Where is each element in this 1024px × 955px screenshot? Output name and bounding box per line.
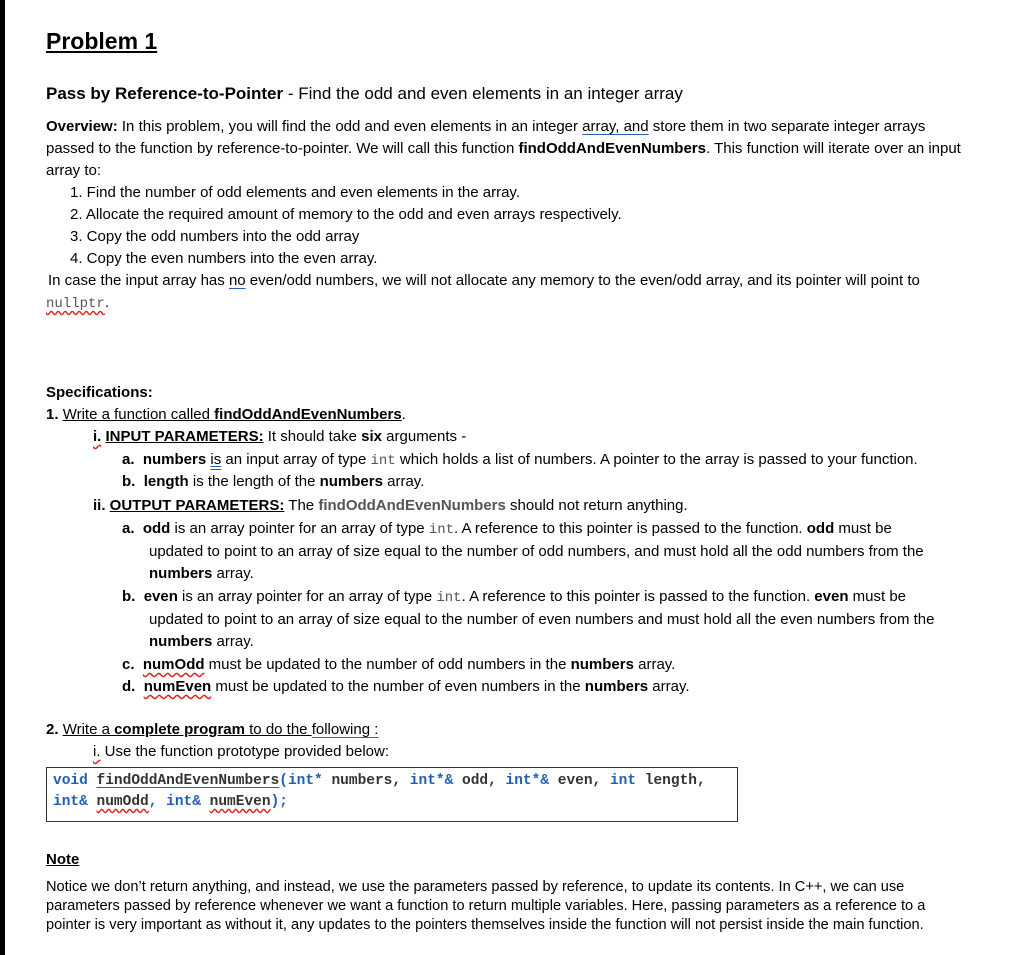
input-a-text: which holds a list of numbers. A pointer to the array is passed to your function. [395, 451, 918, 468]
incase-text: even/odd numbers, we will not allocate any memory to the even/odd array, and its pointer will point to [245, 272, 920, 289]
specifications-heading: Specifications: [46, 384, 153, 401]
output-text: should not return anything. [505, 497, 688, 514]
output-b-code: int [436, 590, 462, 606]
input-a-letter: a. [122, 451, 135, 468]
output-c-bold: numbers [570, 656, 634, 673]
step-2: 2. Allocate the required amount of memory to the odd and even arrays respectively. [70, 206, 622, 223]
output-a-bold: odd [806, 520, 835, 537]
overview-underlined: array, and [582, 118, 649, 135]
code-token: int [609, 773, 645, 789]
overview-text: . This function will iterate over an input [706, 140, 961, 157]
output-label: OUTPUT PARAMETERS: [109, 497, 285, 514]
output-a-line-1 [122, 520, 892, 538]
note-line-2: parameters passed by reference whenever we want a function to return multiple variables. Here, passing parameters as a reference to a [46, 898, 926, 914]
code-token: ); [270, 794, 288, 810]
note-line-3: pointer is very important as without it, any updates to the pointers themselves inside the function will not persist inside the main function. [46, 917, 924, 933]
input-num: i. [93, 428, 102, 445]
incase-text: . [104, 294, 109, 311]
input-a-word: numbers [142, 451, 207, 468]
output-parameters-line [93, 497, 688, 514]
output-b-letter: b. [122, 588, 136, 605]
spec-item-2-bold: complete program [114, 721, 245, 738]
spec-item-2-num: 2. [46, 721, 63, 738]
code-line-2 [53, 794, 288, 810]
overview-function-name: findOddAndEvenNumbers [518, 140, 706, 157]
code-line-1 [53, 773, 706, 789]
output-c [122, 656, 675, 673]
heading-bold: Pass by Reference-to-Pointer [46, 84, 284, 103]
code-token: int& [166, 794, 210, 810]
overview-text: store them in two separate integer arrays [648, 118, 926, 135]
output-a-word: odd [142, 520, 171, 537]
code-token: odd, [462, 773, 506, 789]
overview-line-3: array to: [46, 162, 102, 179]
code-function-name: findOddAndEvenNumbers [96, 773, 280, 789]
input-a-is: is [210, 451, 222, 468]
output-c-word: numOdd [142, 656, 205, 673]
code-token: int* [287, 773, 332, 789]
heading-rest: - Find the odd and even elements in an integer array [283, 84, 683, 103]
code-token: length, [644, 773, 706, 789]
spec-item-2-sub [93, 743, 389, 760]
incase-line-1 [48, 272, 920, 289]
nullptr-code: nullptr [46, 296, 105, 312]
code-token: numEven [209, 794, 271, 810]
output-d-text: array. [648, 678, 690, 695]
spec-item-1-function: findOddAndEvenNumbers [214, 406, 402, 423]
output-num: ii. [93, 497, 110, 514]
output-b-text: must be [848, 588, 907, 605]
output-text: The [284, 497, 319, 514]
output-a-text: array. [212, 565, 254, 582]
input-text: arguments - [382, 428, 467, 445]
overview-line-2 [46, 140, 961, 157]
output-a-code: int [428, 522, 455, 538]
output-function: findOddAndEvenNumbers [318, 497, 506, 514]
spec-item-2-text: Write a [62, 721, 115, 738]
output-a-text: . A reference to this pointer is passed to the function. [454, 520, 807, 537]
output-b-text: . A reference to this pointer is passed to the function. [461, 588, 815, 605]
input-six: six [361, 428, 382, 445]
code-prototype-box [46, 767, 738, 822]
input-b-bold: numbers [319, 473, 383, 490]
incase-text: In case the input array has [48, 272, 229, 289]
code-token: int*& [505, 773, 558, 789]
output-b-bold: even [814, 588, 849, 605]
code-token: numbers, [331, 773, 410, 789]
output-b-line-3 [149, 633, 254, 650]
output-b-text: is an array pointer for an array of type [177, 588, 437, 605]
output-d [122, 678, 690, 695]
sub-num: i. [93, 743, 101, 760]
step-4: 4. Copy the even numbers into the even array. [70, 250, 378, 267]
overview-text: In this problem, you will find the odd and even elements in an integer [117, 118, 583, 135]
left-margin-bar [0, 0, 5, 955]
spec-item-1 [46, 406, 406, 423]
output-d-text: must be updated to the number of even numbers in the [211, 678, 585, 695]
input-a-code: int [370, 453, 396, 469]
code-token: ( [279, 773, 288, 789]
spec-item-2-text: to do the [244, 721, 312, 738]
input-label: INPUT PARAMETERS: [105, 428, 264, 445]
incase-no: no [228, 272, 246, 289]
output-c-text: array. [633, 656, 676, 673]
output-a-text: must be [834, 520, 892, 537]
incase-line-2 [46, 294, 109, 312]
output-b-numbers: numbers [149, 633, 213, 650]
output-b-word: even [143, 588, 178, 605]
output-d-word: numEven [143, 678, 212, 695]
spec-item-2 [46, 721, 378, 738]
output-b-line-1 [122, 588, 906, 606]
overview-label: Overview: [46, 118, 118, 135]
input-a [122, 451, 918, 469]
output-d-letter: d. [122, 678, 136, 695]
overview-text: passed to the function by reference-to-pointer. We will call this function [46, 140, 519, 157]
code-token: int*& [409, 773, 463, 789]
output-c-letter: c. [122, 656, 135, 673]
step-1: 1. Find the number of odd elements and even elements in the array. [70, 184, 520, 201]
input-a-text: an input array of type [221, 451, 371, 468]
code-token: even, [557, 773, 610, 789]
output-a-line-3 [149, 565, 254, 582]
code-token: int& [53, 794, 97, 810]
input-b-text: array. [382, 473, 425, 490]
page-title: Problem 1 [46, 28, 158, 54]
output-a-numbers: numbers [149, 565, 213, 582]
input-b-word: length [143, 473, 189, 490]
sub-text: Use the function prototype provided below: [100, 743, 390, 760]
spec-item-2-following: following : [311, 721, 379, 738]
input-b [122, 473, 424, 490]
code-token: void [53, 773, 97, 789]
spec-item-1-text: Write a function called [62, 406, 215, 423]
note-line-1: Notice we don’t return anything, and instead, we use the parameters passed by reference, to update its contents. In C++, we can use [46, 879, 905, 895]
output-b-line-2: updated to point to an array of size equal to the number of even numbers and must hold all the even numbers from the [149, 611, 935, 628]
input-b-letter: b. [122, 473, 136, 490]
input-parameters-line [93, 428, 466, 445]
output-d-bold: numbers [584, 678, 649, 695]
overview-line-1 [46, 118, 925, 135]
code-token: , [148, 794, 167, 810]
section-heading [46, 84, 683, 104]
output-a-line-2: updated to point to an array of size equal to the number of odd numbers, and must hold all the odd numbers from the [149, 543, 924, 560]
note-heading: Note [46, 851, 80, 868]
output-a-text: is an array pointer for an array of type [170, 520, 429, 537]
output-a-letter: a. [122, 520, 135, 537]
input-text: It should take [263, 428, 362, 445]
output-b-text: array. [212, 633, 254, 650]
spec-item-1-num: 1. [46, 406, 63, 423]
spec-item-1-end: . [401, 406, 406, 423]
output-c-text: must be updated to the number of odd numbers in the [204, 656, 571, 673]
step-3: 3. Copy the odd numbers into the odd array [70, 228, 360, 245]
code-token: numOdd [96, 794, 149, 810]
input-b-text: is the length of the [188, 473, 320, 490]
